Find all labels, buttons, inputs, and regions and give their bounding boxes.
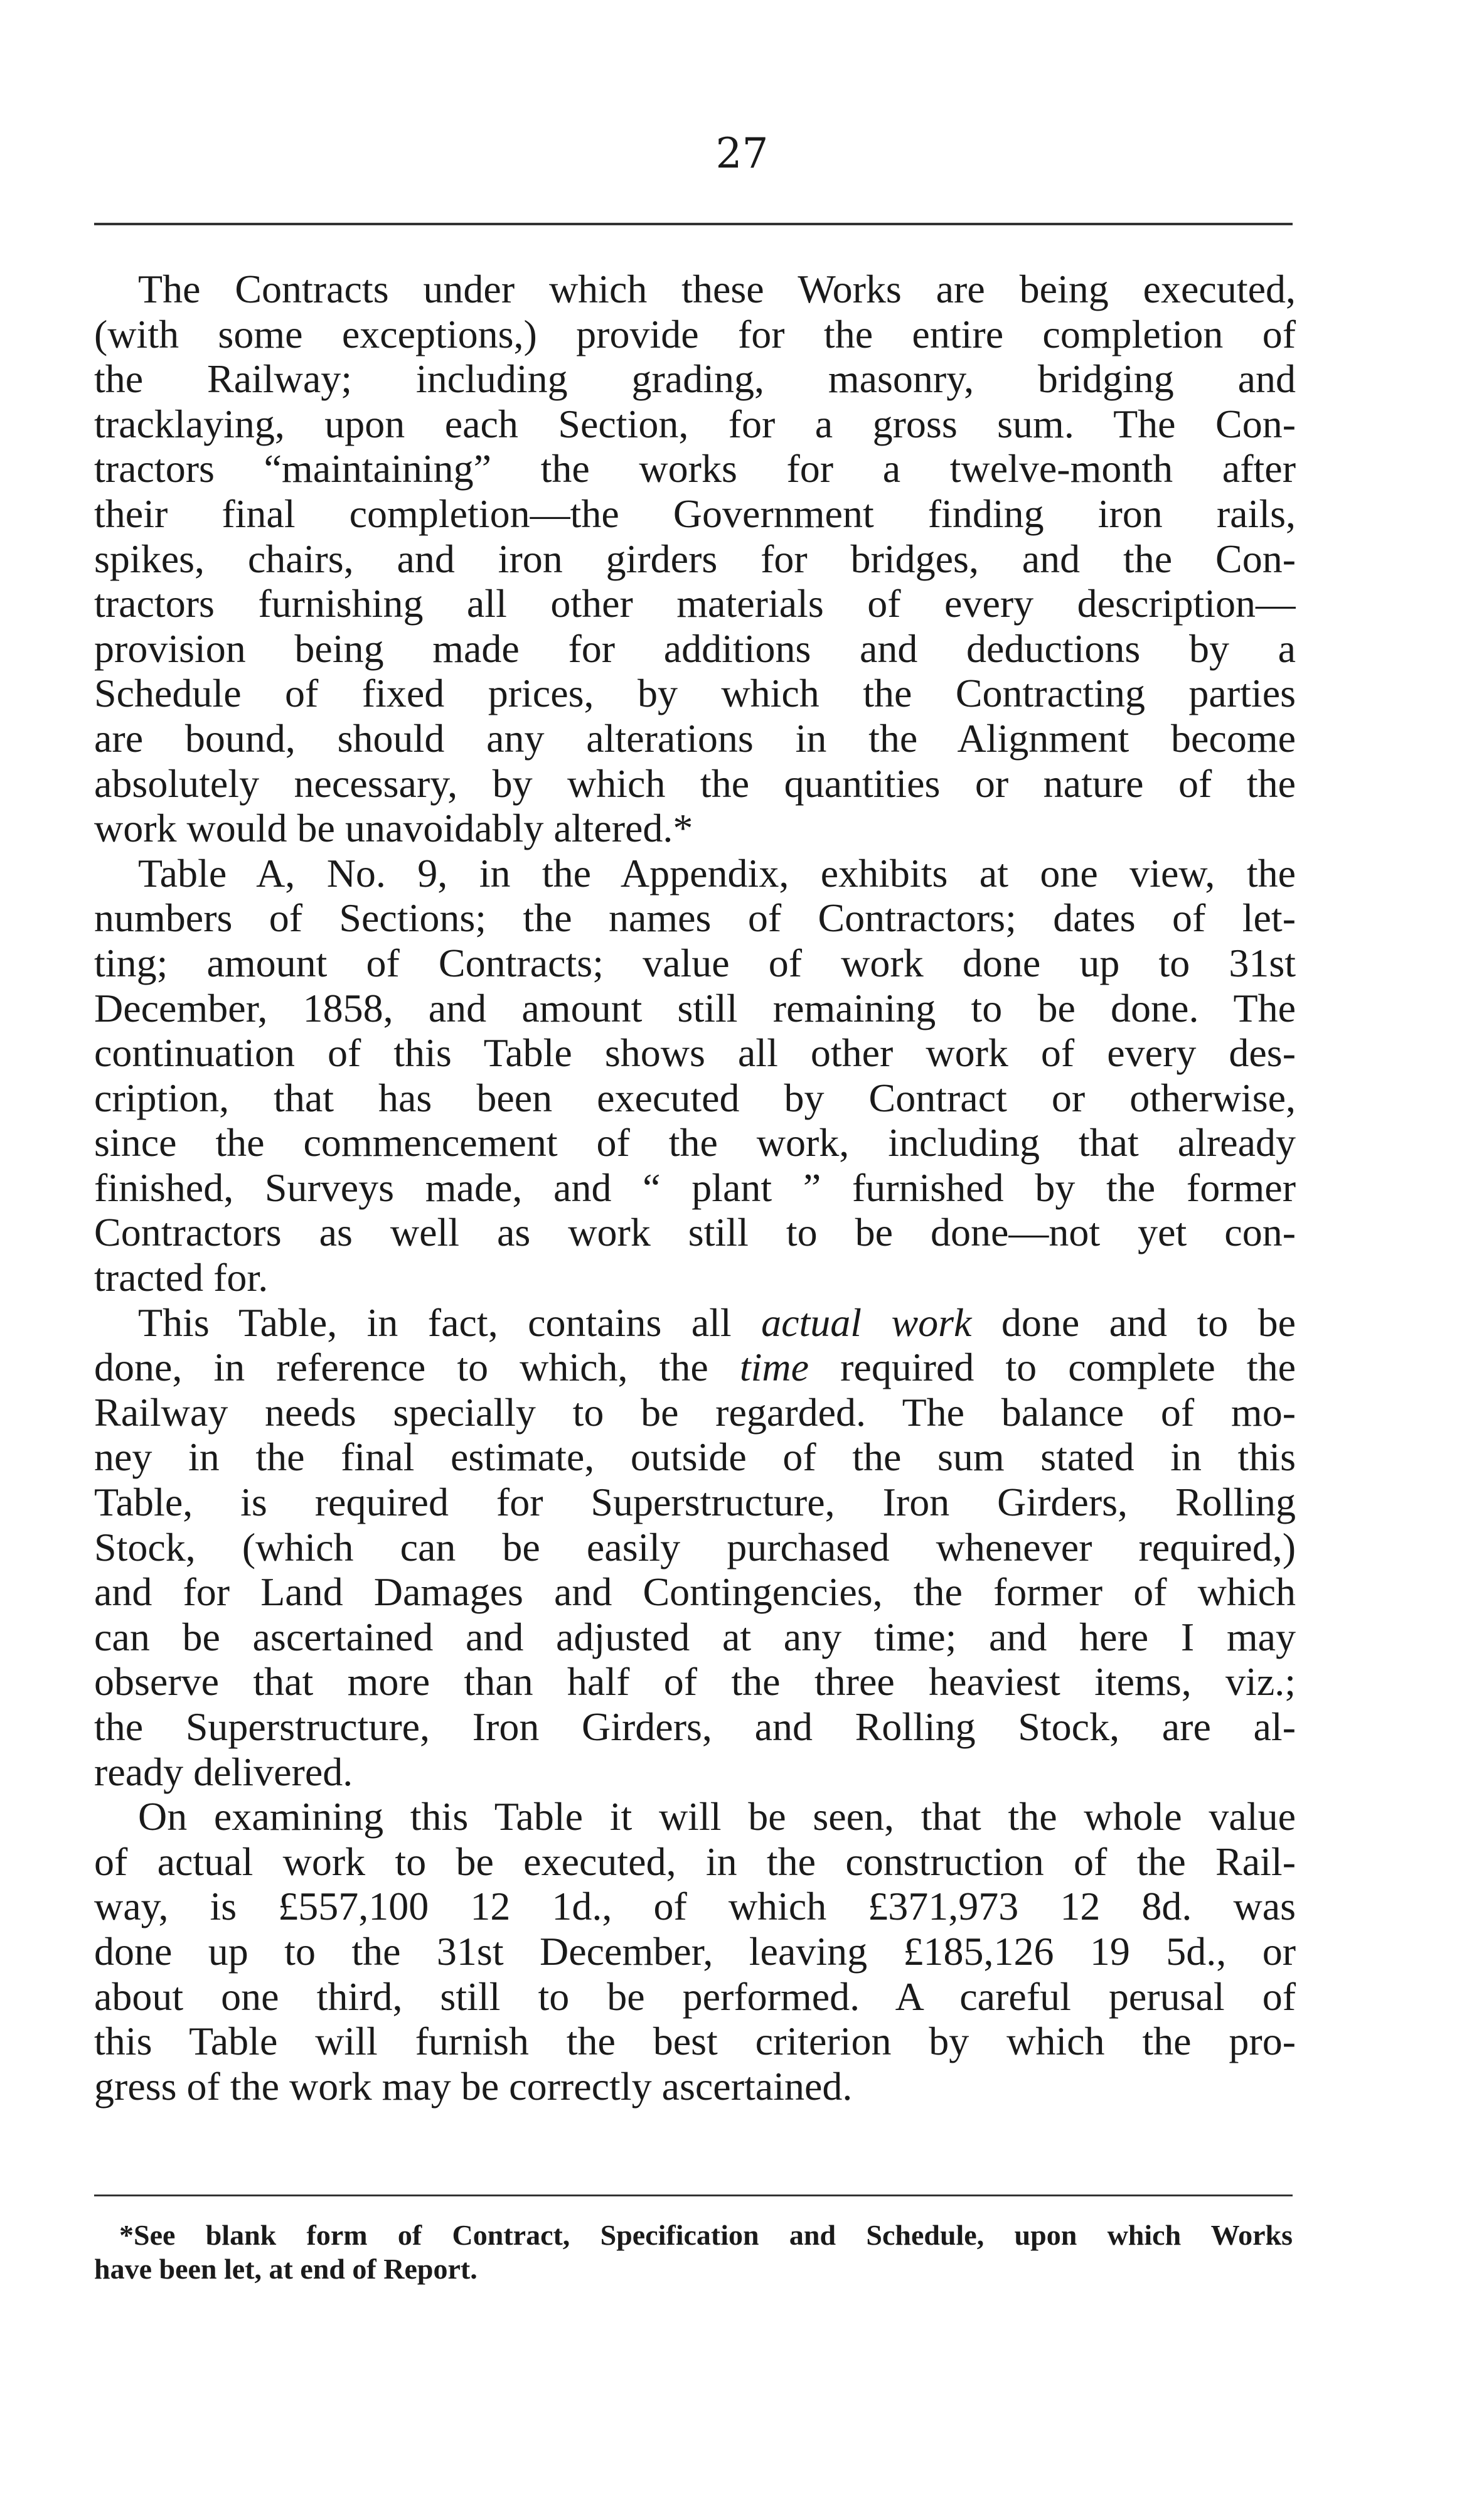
text-run: done and to be bbox=[971, 1300, 1296, 1345]
text-run: This Table, in fact, contains all bbox=[138, 1300, 762, 1345]
text-line: of actual work to be executed, in the construction of the Rail- bbox=[94, 1839, 1296, 1884]
text-line: since the commencement of the work, including that already bbox=[94, 1120, 1296, 1165]
text-line: numbers of Sections; the names of Contractors; dates of let- bbox=[94, 895, 1296, 941]
text-line: On examining this Table it will be seen, that the whole value bbox=[138, 1794, 1296, 1839]
text-line: work would be unavoidably altered.* bbox=[94, 806, 693, 851]
text-line: ting; amount of Contracts; value of work done up to 31st bbox=[94, 940, 1296, 985]
italic-text: actual work bbox=[761, 1300, 972, 1345]
text-line: ney in the final estimate, outside of the sum stated in this bbox=[94, 1435, 1296, 1480]
footnote-rule bbox=[94, 2195, 1293, 2196]
text-line: Railway needs specially to be regarded. The balance of mo- bbox=[94, 1389, 1296, 1435]
text-line: (with some exceptions,) provide for the entire completion of bbox=[94, 311, 1296, 356]
header-rule bbox=[94, 223, 1293, 225]
paragraph bbox=[94, 267, 1296, 851]
text-line: the Superstructure, Iron Girders, and Rolling Stock, are al- bbox=[94, 1704, 1296, 1749]
paragraph bbox=[94, 1300, 1296, 1795]
text-line: gress of the work may be correctly ascertained. bbox=[94, 2063, 853, 2109]
text-line: December, 1858, and amount still remaining to be done. The bbox=[94, 985, 1296, 1030]
paragraph bbox=[94, 851, 1296, 1300]
text-line: done up to the 31st December, leaving £185,126 19 5d., or bbox=[94, 1928, 1296, 1974]
text-line bbox=[94, 1300, 1296, 1345]
italic-text: time bbox=[739, 1345, 809, 1390]
text-line: spikes, chairs, and iron girders for bridges, and the Con- bbox=[94, 536, 1296, 581]
footnote-line: *See blank form of Contract, Specification and Schedule, upon which Works bbox=[119, 2219, 1293, 2251]
text-line: tracklaying, upon each Section, for a gross sum. The Con- bbox=[94, 401, 1296, 446]
footnote bbox=[94, 2218, 1293, 2286]
text-line: absolutely necessary, by which the quantities or nature of the bbox=[94, 761, 1296, 806]
text-line: about one third, still to be performed. A careful perusal of bbox=[94, 1974, 1296, 2019]
text-line: tractors “maintaining” the works for a twelve-month after bbox=[94, 446, 1296, 491]
text-line: the Railway; including grading, masonry, bridging and bbox=[94, 356, 1296, 402]
footnote-line: have been let, at end of Report. bbox=[94, 2253, 478, 2285]
text-line: cription, that has been executed by Contract or otherwise, bbox=[94, 1075, 1296, 1120]
text-line: Schedule of fixed prices, by which the Contracting parties bbox=[94, 671, 1296, 716]
text-line: and for Land Damages and Contingencies, the former of which bbox=[94, 1569, 1296, 1615]
paragraph bbox=[94, 1794, 1296, 2109]
body-text bbox=[94, 267, 1296, 2109]
text-line: can be ascertained and adjusted at any time; and here I may bbox=[94, 1614, 1296, 1659]
text-line: observe that more than half of the three heaviest items, viz.; bbox=[94, 1659, 1296, 1704]
text-line bbox=[94, 1345, 1296, 1390]
text-line: provision being made for additions and deductions by a bbox=[94, 626, 1296, 671]
text-line: tractors furnishing all other materials of every description— bbox=[94, 581, 1296, 626]
text-line: The Contracts under which these Works are being executed, bbox=[138, 267, 1296, 311]
text-line: Table, is required for Superstructure, Iron Girders, Rolling bbox=[94, 1480, 1296, 1525]
text-line: their final completion—the Government finding iron rails, bbox=[94, 491, 1296, 536]
text-run: required to complete the bbox=[809, 1345, 1296, 1390]
text-line: Stock, (which can be easily purchased whenever required,) bbox=[94, 1524, 1296, 1569]
page-number: 27 bbox=[715, 129, 769, 178]
text-line: this Table will furnish the best criterion by which the pro- bbox=[94, 2019, 1296, 2064]
text-line: Table A, No. 9, in the Appendix, exhibits at one view, the bbox=[138, 850, 1296, 895]
text-run: done, in reference to which, the bbox=[94, 1345, 740, 1390]
text-line: ready delivered. bbox=[94, 1749, 353, 1794]
text-line: continuation of this Table shows all other work of every des- bbox=[94, 1030, 1296, 1076]
text-line: tracted for. bbox=[94, 1255, 269, 1300]
text-line: are bound, should any alterations in the Alignment become bbox=[94, 715, 1296, 761]
text-line: way, is £557,100 12 1d., of which £371,973 12 8d. was bbox=[94, 1884, 1296, 1929]
text-line: Contractors as well as work still to be done—not yet con- bbox=[94, 1210, 1296, 1255]
text-line: finished, Surveys made, and “ plant ” furnished by the former bbox=[94, 1165, 1296, 1210]
